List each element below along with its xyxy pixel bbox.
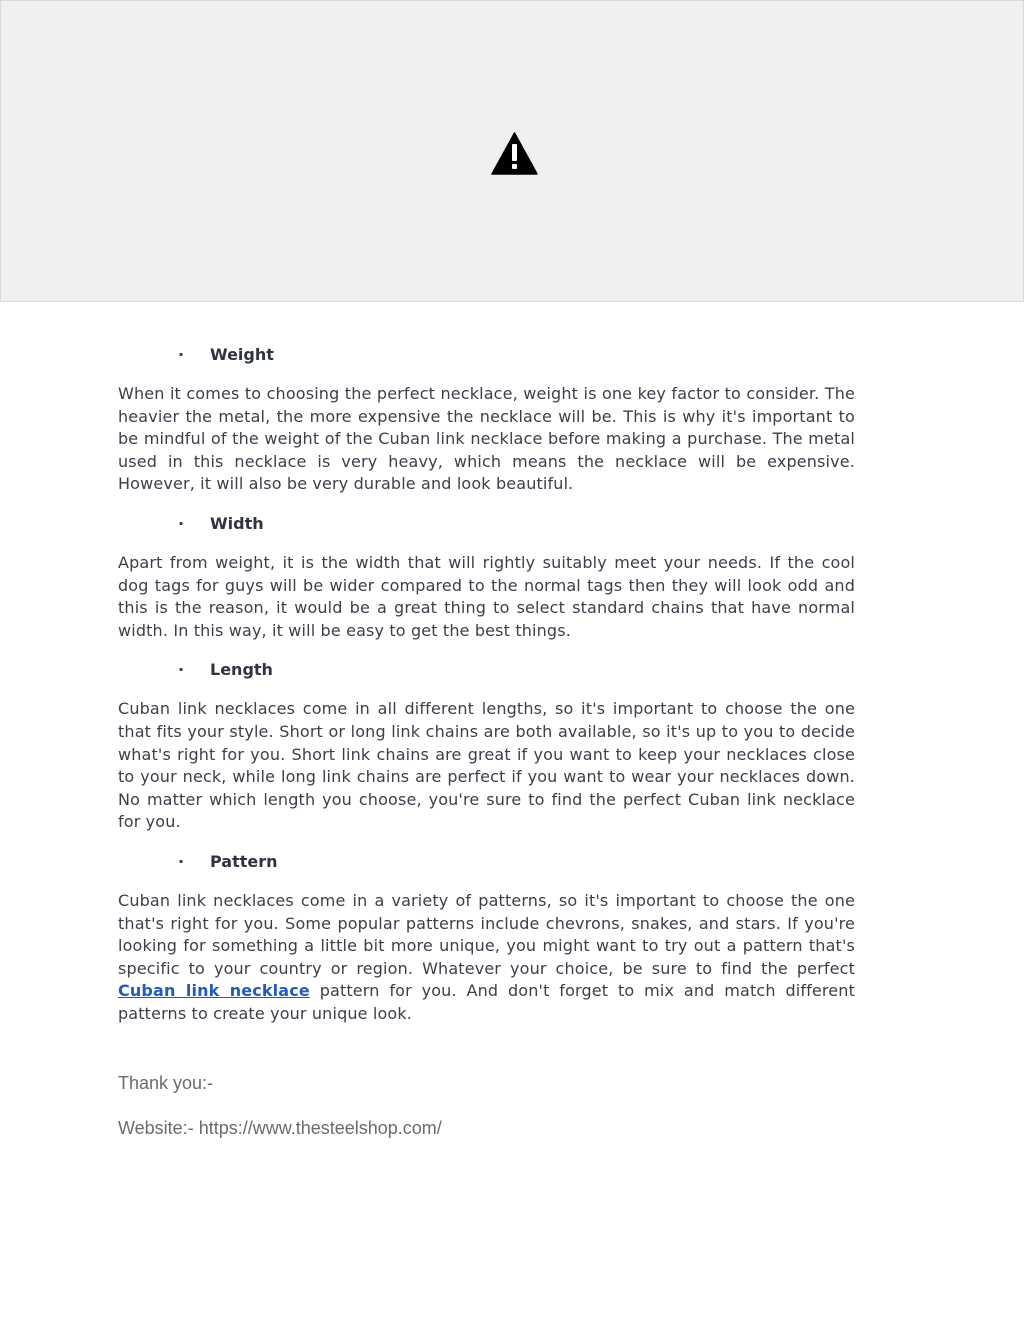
thank-you-text: Thank you:-: [118, 1073, 214, 1093]
paragraph-text: Cuban link necklaces come in a variety of patterns, so it's important to choose the one that's right for you. Some popular patterns include chevrons, snakes, and stars. If you're looking for something a little bit more unique, you might want to try out a pattern that's specific to your country or region. Whatever your choice, be sure to find the perfect: [118, 890, 855, 978]
section-paragraph-width: Apart from weight, it is the width that will rightly suitably meet your needs. If the cool dog tags for guys will be wider compared to the normal tags then they will look odd and this is the reason, it would be a great thing to select standard chains that have normal width. In this way, it will be easy to get the best things.: [118, 552, 855, 640]
paragraph-text: pattern for you. And don't forget to mix and match different patterns to create your unique look.: [118, 981, 855, 1023]
section-heading-length: [118, 659, 855, 681]
warning-triangle-icon: [491, 132, 538, 175]
broken-image-placeholder: [0, 0, 1024, 302]
section-paragraph-length: Cuban link necklaces come in all different lengths, so it's important to choose the one that fits your style. Short or long link chains are both available, so it's up to you to decide what's right for you. Short link chains are great if you want to keep your necklaces close to your neck, while long link chains are perfect if you want to wear your necklaces down. No matter which length you choose, you're sure to find the perfect Cuban link necklace for you.: [118, 699, 855, 832]
section-heading-width: [118, 513, 855, 535]
bullet: ·: [178, 660, 185, 680]
section-heading-label: Weight: [210, 345, 274, 364]
bullet: ·: [178, 513, 185, 533]
cuban-link-necklace-link[interactable]: Cuban link necklace: [118, 981, 310, 1001]
section-heading-label: Pattern: [210, 851, 278, 871]
bullet: ·: [178, 345, 185, 364]
article-body: [118, 344, 855, 1042]
bullet: ·: [178, 851, 185, 871]
section-heading-label: Length: [210, 660, 273, 680]
section-paragraph-weight: When it comes to choosing the perfect necklace, weight is one key factor to consider. The heavier the metal, the more expensive the necklace will be. This is why it's important to be mindful of the weight of the Cuban link necklace before making a purchase. The metal used in this necklace is very heavy, which means the necklace will be expensive. However, it will also be very durable and look beautiful.: [118, 384, 855, 494]
website-text: Website:- https://www.thesteelshop.com/: [118, 1118, 442, 1138]
section-paragraph-pattern: [118, 890, 855, 1026]
section-heading-pattern: [118, 851, 855, 873]
section-heading-weight: [118, 344, 855, 366]
section-heading-label: Width: [210, 513, 264, 533]
